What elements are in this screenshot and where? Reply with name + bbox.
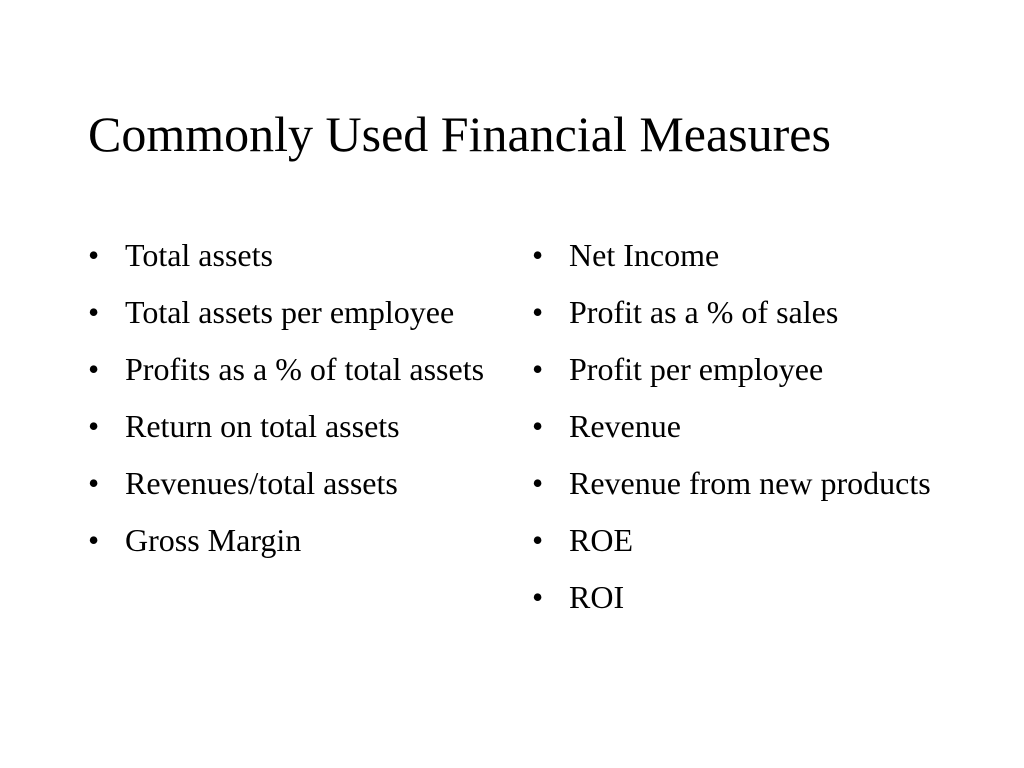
bullet-item-total-assets-per-employee: • Total assets per employee	[88, 289, 488, 335]
bullet-item-return-on-total-assets: • Return on total assets	[88, 403, 488, 449]
bullet-item-total-assets: • Total assets	[88, 232, 488, 278]
right-bullet-list	[532, 232, 952, 631]
bullet-item-revenues-total-assets: • Revenues/total assets	[88, 460, 488, 506]
bullet-item-revenue-new-products: • Revenue from new products	[532, 460, 952, 506]
bullet-item-revenue: • Revenue	[532, 403, 952, 449]
bullet-item-profit-per-employee: • Profit per employee	[532, 346, 952, 392]
left-bullet-list	[88, 232, 488, 574]
bullet-item-roe: • ROE	[532, 517, 952, 563]
bullet-item-profit-pct-sales: • Profit as a % of sales	[532, 289, 952, 335]
bullet-item-net-income: • Net Income	[532, 232, 952, 278]
slide-title: Commonly Used Financial Measures	[88, 106, 831, 162]
bullet-item-profits-pct-total-assets: • Profits as a % of total assets	[88, 346, 488, 392]
bullet-item-roi: • ROI	[532, 574, 952, 620]
bullet-item-gross-margin: • Gross Margin	[88, 517, 488, 563]
